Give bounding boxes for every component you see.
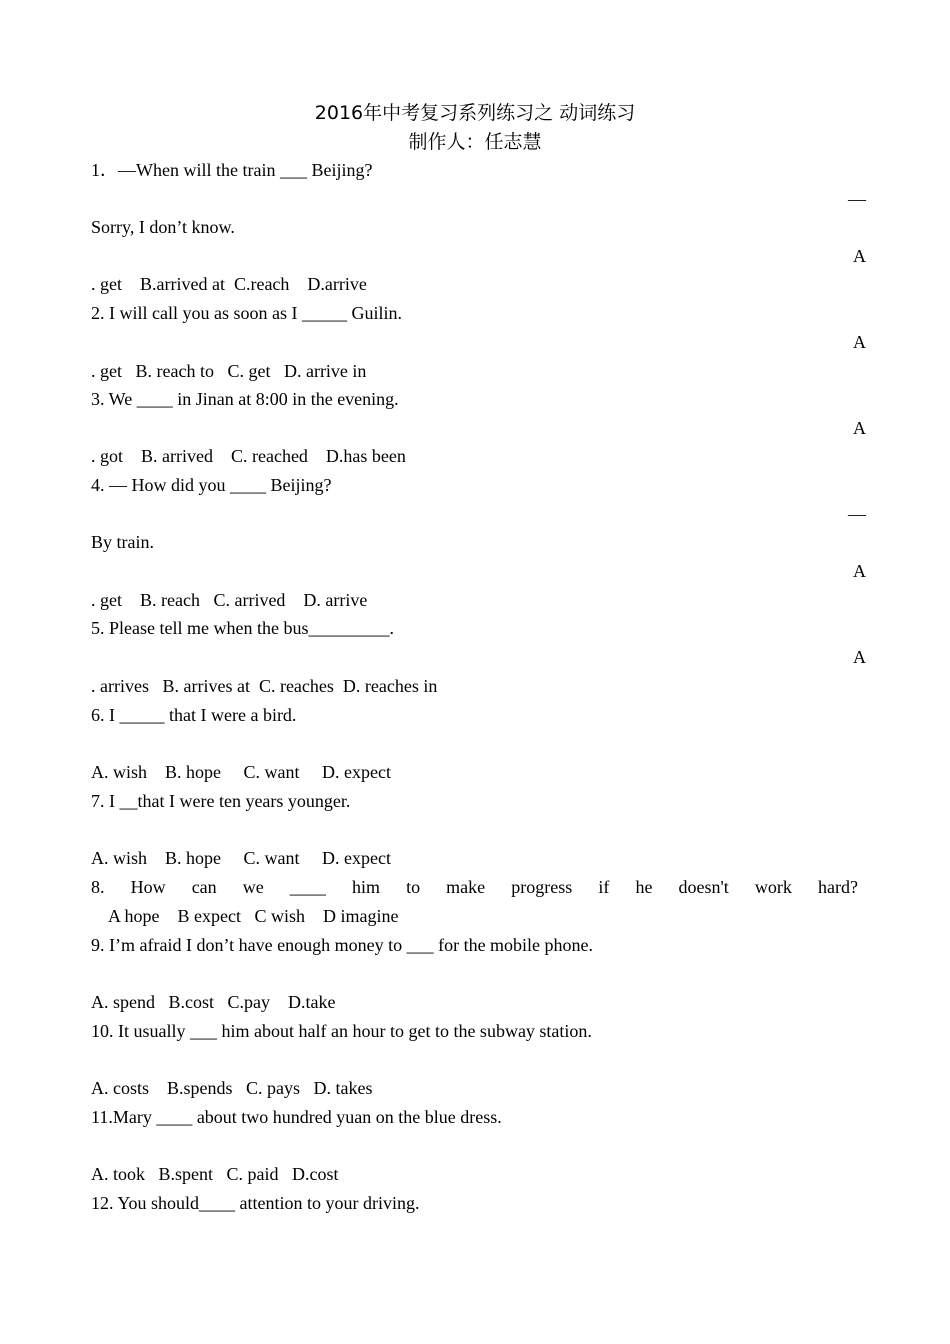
question-8-word: make: [446, 877, 486, 897]
question-9-options: A. spend B.cost C.pay D.take: [91, 992, 336, 1012]
question-7-options: A. wish B. hope C. want D. expect: [91, 848, 391, 868]
question-11-options: A. took B.spent C. paid D.cost: [91, 1164, 339, 1184]
question-8-word: if: [598, 877, 610, 897]
question-4-option-a-letter: A: [853, 561, 866, 581]
question-4-dash: —: [848, 504, 866, 524]
question-8-word: can: [191, 877, 217, 897]
question-8-word: we: [242, 877, 264, 897]
question-2-options: . get B. reach to C. get D. arrive in: [91, 361, 367, 381]
question-3-option-a-letter: A: [853, 418, 866, 438]
question-11: 11.Mary ____ about two hundred yuan on the blue dress.: [91, 1107, 502, 1127]
question-9: 9. I’m afraid I don’t have enough money to ___ for the mobile phone.: [91, 935, 594, 955]
question-8-word: progress: [511, 877, 573, 897]
question-1-option-a-letter: A: [853, 246, 866, 266]
question-8-word: he: [635, 877, 653, 897]
question-4-reply: By train.: [91, 532, 154, 552]
question-3-options: . got B. arrived C. reached D.has been: [91, 446, 406, 466]
question-8-word: hard?: [817, 877, 858, 897]
question-2: 2. I will call you as soon as I _____ Guilin.: [91, 303, 402, 323]
question-8-word: ____: [289, 877, 326, 897]
question-1-options: . get B.arrived at C.reach D.arrive: [91, 274, 367, 294]
question-6: 6. I _____ that I were a bird.: [91, 705, 297, 725]
question-8-word: doesn't: [678, 877, 729, 897]
question-1-reply: Sorry, I don’t know.: [91, 217, 235, 237]
author-line: 制作人：任志慧: [408, 131, 542, 153]
question-1-dash: —: [848, 189, 866, 209]
question-10-options: A. costs B.spends C. pays D. takes: [91, 1078, 373, 1098]
question-4-options: . get B. reach C. arrived D. arrive: [91, 590, 368, 610]
question-5-options: . arrives B. arrives at C. reaches D. reaches in: [91, 676, 438, 696]
question-8-options: A hope B expect C wish D imagine: [91, 906, 399, 926]
question-8-word: work: [754, 877, 792, 897]
question-3: 3. We ____ in Jinan at 8:00 in the evening.: [91, 389, 399, 409]
question-2-option-a-letter: A: [853, 332, 866, 352]
question-8-word: to: [406, 877, 421, 897]
question-10: 10. It usually ___ him about half an hour to get to the subway station.: [91, 1021, 592, 1041]
question-1: 1．—When will the train ___ Beijing?: [91, 160, 373, 180]
question-7: 7. I __that I were ten years younger.: [91, 791, 351, 811]
question-8-word: How: [130, 877, 166, 897]
question-6-options: A. wish B. hope C. want D. expect: [91, 762, 391, 782]
question-5-option-a-letter: A: [853, 647, 866, 667]
question-5: 5. Please tell me when the bus_________.: [91, 618, 394, 638]
question-8-word: 8.: [91, 877, 105, 897]
question-4: 4. — How did you ____ Beijing?: [91, 475, 332, 495]
question-8-word: him: [351, 877, 380, 897]
page-title: 2016年中考复习系列练习之 动词练习: [314, 102, 636, 124]
question-12: 12. You should____ attention to your driving.: [91, 1193, 420, 1213]
question-8: [91, 873, 858, 902]
